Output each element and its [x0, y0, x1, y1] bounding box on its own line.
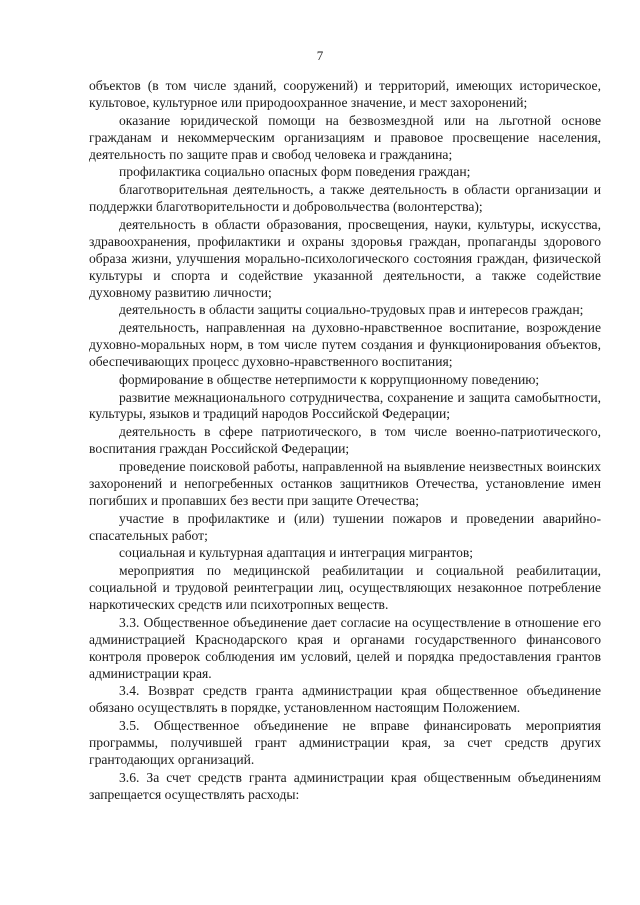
paragraph: проведение поисковой работы, направленной на выявление неизвестных воинских захоронений и непогребенных останков защитников Отечества, установление имен погибших и пропавших без вести при защите Отечества;: [89, 458, 601, 508]
paragraph: 3.3. Общественное объединение дает согласие на осуществление в отношение его администрацией Краснодарского края и органами государственного финансового контроля проверок соблюдения им условий, целей и порядка предоставления грантов администрации края.: [89, 614, 601, 681]
page-number: 7: [316, 48, 324, 63]
paragraph: деятельность в области образования, просвещения, науки, культуры, искусства, здравоохранения, профилактики и охраны здоровья граждан, пропаганды здорового образа жизни, улучшения морально-психологического состояния граждан, физической культуры и спорта и содействие указанной деятельности, а также содействие духовному развитию личности;: [89, 216, 601, 300]
paragraph: профилактика социально опасных форм поведения граждан;: [119, 164, 471, 180]
paragraph: благотворительная деятельность, а также деятельность в области организации и поддержки благотворительности и добровольчества (волонтерства);: [89, 182, 601, 215]
paragraph: формирование в обществе нетерпимости к коррупционному поведению;: [119, 371, 540, 387]
paragraph: деятельность, направленная на духовно-нравственное воспитание, возрождение духовно-моральных норм, в том числе путем создания и функционирования объектов, обеспечивающих процесс духовно-нравственного воспитания;: [89, 320, 601, 370]
paragraph: 3.5. Общественное объединение не вправе финансировать мероприятия программы, получившей грант администрации края, за счет средств других грантодающих организаций.: [89, 718, 601, 767]
paragraph: развитие межнационального сотрудничества, сохранение и защита самобытности, культуры, языков и традиций народов Российской Федерации;: [89, 389, 601, 422]
paragraph: социальная и культурная адаптация и интеграция мигрантов;: [119, 545, 474, 561]
paragraph: 3.4. Возврат средств гранта администрации края общественное объединение обязано осуществлять в порядке, установленном настоящим Положением.: [89, 683, 601, 716]
paragraph: деятельность в сфере патриотического, в том числе военно-патриотического, воспитания граждан Российской Федерации;: [89, 424, 601, 457]
document-body: [89, 78, 601, 804]
paragraph: оказание юридической помощи на безвозмездной или на льготной основе гражданам и некоммерческим организациям и правовое просвещение населения, деятельность по защите прав и свобод человека и гражданина;: [89, 112, 601, 162]
paragraph: участие в профилактике и (или) тушении пожаров и проведении аварийно-спасательных работ;: [89, 510, 601, 543]
paragraph: деятельность в области защиты социально-трудовых прав и интересов граждан;: [119, 302, 584, 318]
paragraph: 3.6. За счет средств гранта администрации края общественным объединениям запрещается осуществлять расходы:: [89, 769, 601, 802]
paragraph: объектов (в том числе зданий, сооружений) и территорий, имеющих историческое, культовое, культурное или природоохранное значение, и мест захоронений;: [89, 78, 601, 110]
paragraph: мероприятия по медицинской реабилитации и социальной реабилитации, социальной и трудовой реинтеграции лиц, осуществляющих незаконное потребление наркотических средств или психотропных веществ.: [89, 563, 601, 612]
